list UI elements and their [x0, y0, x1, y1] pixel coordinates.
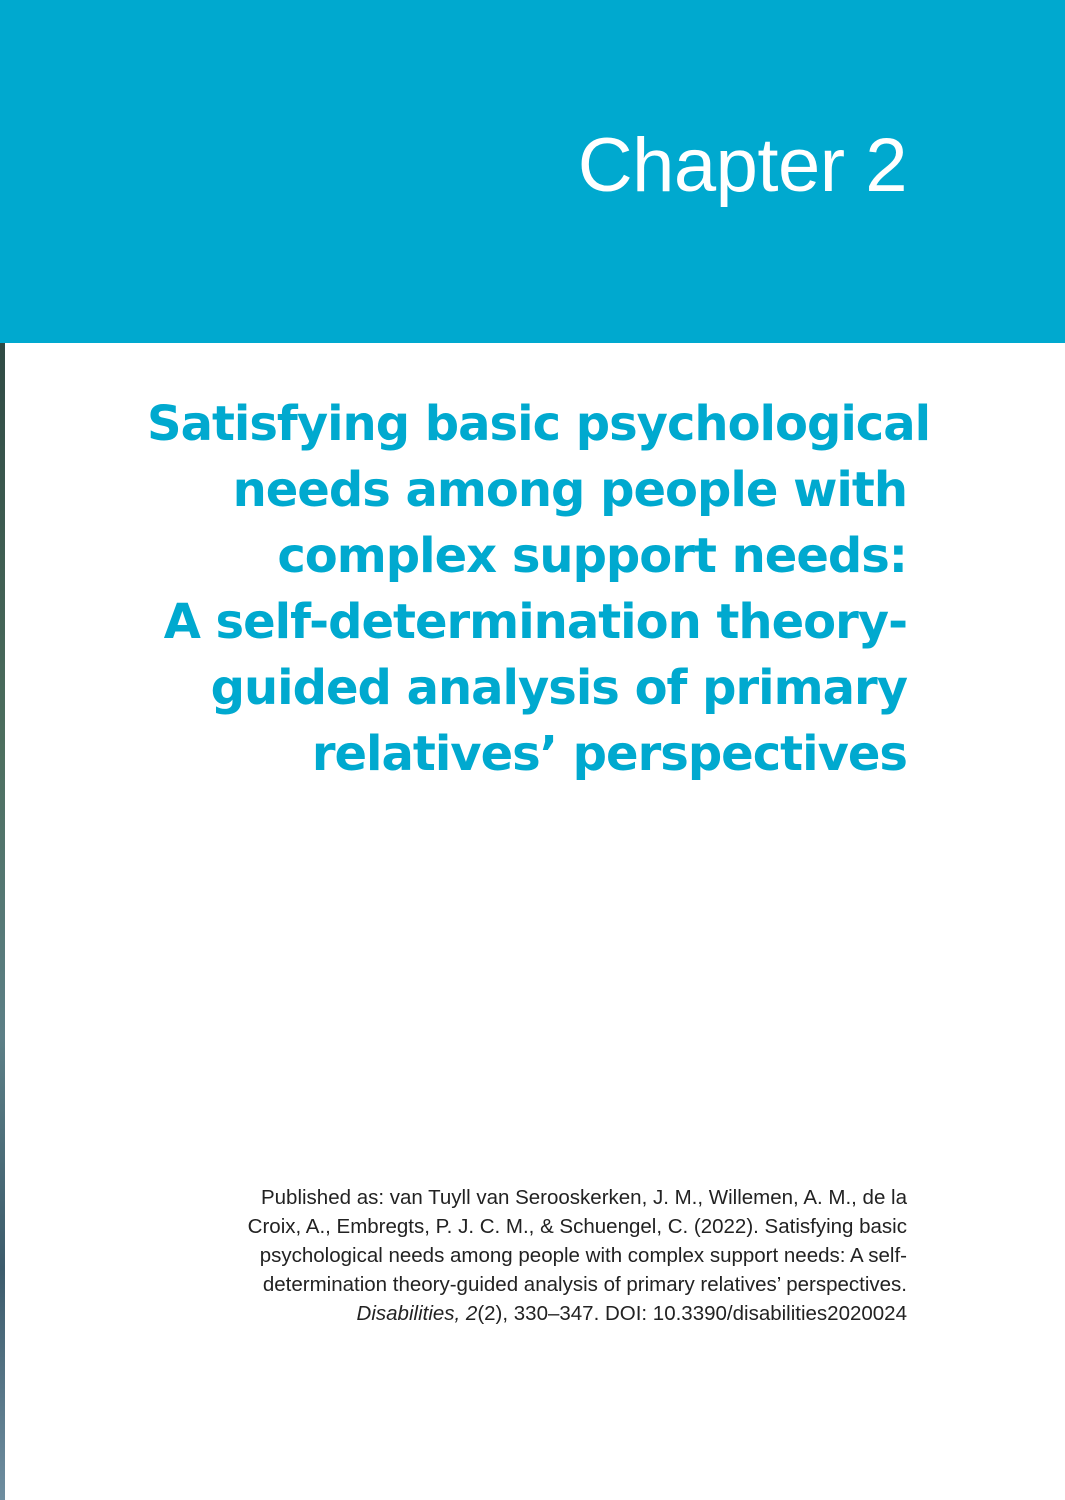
- citation-line: determination theory-guided analysis of primary relatives’ perspectives.: [262, 1273, 907, 1296]
- chapter-title: [147, 391, 931, 787]
- chapter-title-line: needs among people with: [232, 462, 907, 518]
- publication-citation: [147, 1183, 907, 1328]
- chapter-title-line: Satisfying basic psychological: [147, 396, 931, 452]
- citation-line: psychological needs among people with complex support needs: A self-: [259, 1244, 907, 1267]
- citation-line: Published as: van Tuyll van Serooskerken, J. M., Willemen, A. M., de la: [260, 1186, 907, 1209]
- journal-name: Disabilities,: [356, 1302, 461, 1325]
- chapter-title-line: complex support needs:: [277, 528, 907, 584]
- chapter-title-line: relatives’ perspectives: [311, 726, 907, 782]
- citation-line: Croix, A., Embregts, P. J. C. M., & Schuengel, C. (2022). Satisfying basic: [247, 1215, 907, 1238]
- chapter-label: Chapter 2: [577, 123, 907, 208]
- chapter-header-band: [0, 0, 1065, 343]
- citation-reference-line: [147, 1299, 907, 1328]
- citation-issue-pages-doi: (2), 330–347. DOI: 10.3390/disabilities2020024: [477, 1302, 907, 1325]
- chapter-title-line: A self-determination theory-: [163, 594, 907, 650]
- page-edge-strip: [0, 343, 5, 1500]
- journal-volume: 2: [465, 1302, 478, 1325]
- chapter-title-line: guided analysis of primary: [210, 660, 907, 716]
